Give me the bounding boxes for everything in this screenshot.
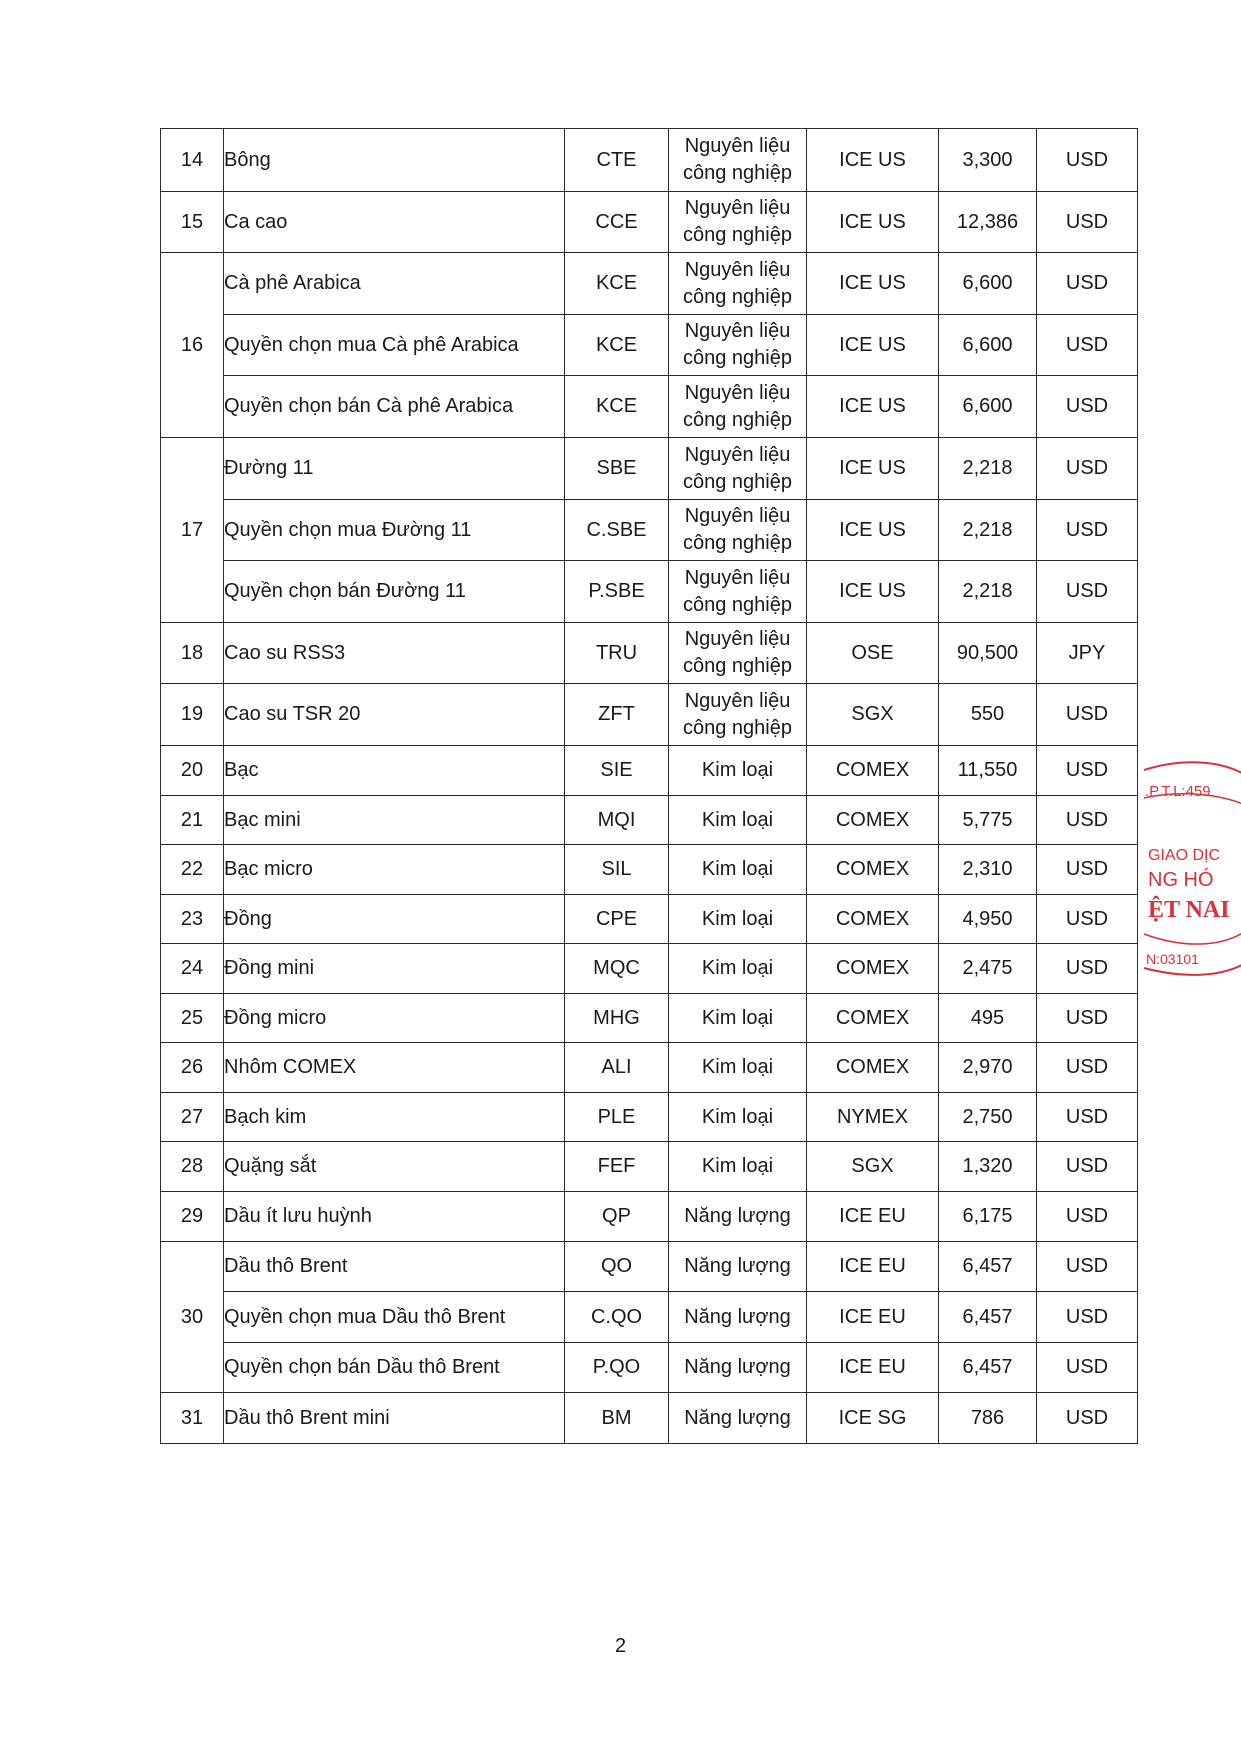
- commodity-name-cell: Đường 11: [224, 438, 565, 500]
- row-number-cell: 28: [161, 1142, 224, 1192]
- currency-cell: USD: [1037, 438, 1138, 500]
- commodity-group-cell: Kim loại: [669, 944, 807, 994]
- commodity-code-cell: SBE: [565, 438, 669, 500]
- commodity-group-cell: Kim loại: [669, 796, 807, 845]
- commodity-code-cell: P.SBE: [565, 561, 669, 623]
- commodity-group-cell: Nguyên liệu công nghiệp: [669, 623, 807, 684]
- currency-cell: USD: [1037, 129, 1138, 192]
- margin-value-cell: 1,320: [939, 1142, 1037, 1192]
- commodity-code-cell: KCE: [565, 253, 669, 315]
- row-number-cell: 15: [161, 192, 224, 253]
- exchange-cell: ICE US: [807, 376, 939, 438]
- table-row: [161, 1292, 1138, 1343]
- svg-text:N:03101: N:03101: [1146, 951, 1199, 967]
- margin-value-cell: 4,950: [939, 895, 1037, 944]
- commodity-name-cell: Cà phê Arabica: [224, 253, 565, 315]
- commodity-group-cell: Kim loại: [669, 746, 807, 796]
- margin-value-cell: 550: [939, 684, 1037, 746]
- commodity-group-cell: Kim loại: [669, 1142, 807, 1192]
- exchange-cell: ICE US: [807, 129, 939, 192]
- exchange-cell: ICE US: [807, 561, 939, 623]
- exchange-cell: COMEX: [807, 796, 939, 845]
- commodity-name-cell: Quyền chọn mua Dầu thô Brent: [224, 1292, 565, 1343]
- table-row: [161, 438, 1138, 500]
- commodity-name-cell: Bông: [224, 129, 565, 192]
- commodity-code-cell: KCE: [565, 315, 669, 376]
- row-number-cell: 20: [161, 746, 224, 796]
- margin-value-cell: 2,310: [939, 845, 1037, 895]
- row-number-cell: 29: [161, 1192, 224, 1242]
- commodity-group-cell: Nguyên liệu công nghiệp: [669, 192, 807, 253]
- commodity-group-cell: Nguyên liệu công nghiệp: [669, 253, 807, 315]
- page-number: 2: [614, 1635, 627, 1657]
- row-number-cell: 16: [161, 253, 224, 438]
- table-row: [161, 994, 1138, 1043]
- table-row: [161, 561, 1138, 623]
- commodity-group-cell: Kim loại: [669, 895, 807, 944]
- currency-cell: USD: [1037, 1192, 1138, 1242]
- exchange-cell: ICE US: [807, 192, 939, 253]
- commodity-name-cell: Dầu thô Brent mini: [224, 1393, 565, 1444]
- table-row: [161, 1043, 1138, 1093]
- exchange-cell: ICE EU: [807, 1192, 939, 1242]
- commodity-code-cell: SIL: [565, 845, 669, 895]
- commodity-group-cell: Kim loại: [669, 994, 807, 1043]
- commodity-code-cell: MQI: [565, 796, 669, 845]
- row-number-cell: 21: [161, 796, 224, 845]
- svg-text:NG HÓ: NG HÓ: [1148, 869, 1214, 891]
- row-number-cell: 31: [161, 1393, 224, 1444]
- exchange-cell: ICE EU: [807, 1242, 939, 1292]
- table-row: [161, 500, 1138, 561]
- margin-value-cell: 6,175: [939, 1192, 1037, 1242]
- table-row: [161, 1093, 1138, 1142]
- table-body: [161, 129, 1138, 1444]
- margin-value-cell: 90,500: [939, 623, 1037, 684]
- commodity-group-cell: Nguyên liệu công nghiệp: [669, 315, 807, 376]
- currency-cell: USD: [1037, 1393, 1138, 1444]
- commodity-code-cell: BM: [565, 1393, 669, 1444]
- commodity-code-cell: QP: [565, 1192, 669, 1242]
- currency-cell: USD: [1037, 944, 1138, 994]
- commodity-code-cell: TRU: [565, 623, 669, 684]
- currency-cell: USD: [1037, 1043, 1138, 1093]
- svg-text:.P.T.L:459: .P.T.L:459: [1145, 783, 1211, 800]
- row-number-cell: 14: [161, 129, 224, 192]
- currency-cell: USD: [1037, 994, 1138, 1043]
- exchange-cell: ICE SG: [807, 1393, 939, 1444]
- table-row: [161, 845, 1138, 895]
- margin-value-cell: 6,600: [939, 253, 1037, 315]
- table-row: [161, 1343, 1138, 1393]
- exchange-cell: COMEX: [807, 845, 939, 895]
- row-number-cell: 27: [161, 1093, 224, 1142]
- commodity-group-cell: Năng lượng: [669, 1393, 807, 1444]
- commodity-name-cell: Đồng micro: [224, 994, 565, 1043]
- commodity-name-cell: Dầu ít lưu huỳnh: [224, 1192, 565, 1242]
- row-number-cell: 19: [161, 684, 224, 746]
- margin-value-cell: 6,600: [939, 315, 1037, 376]
- svg-text:GIAO DỊC: GIAO DỊC: [1148, 847, 1221, 864]
- seal-graphic: [1142, 752, 1241, 982]
- commodity-code-cell: FEF: [565, 1142, 669, 1192]
- commodity-group-cell: Nguyên liệu công nghiệp: [669, 561, 807, 623]
- table-row: [161, 895, 1138, 944]
- table-row: [161, 129, 1138, 192]
- row-number-cell: 23: [161, 895, 224, 944]
- currency-cell: USD: [1037, 500, 1138, 561]
- currency-cell: USD: [1037, 895, 1138, 944]
- exchange-cell: SGX: [807, 1142, 939, 1192]
- row-number-cell: 30: [161, 1242, 224, 1393]
- currency-cell: USD: [1037, 1343, 1138, 1393]
- exchange-cell: COMEX: [807, 944, 939, 994]
- commodity-name-cell: Bạc: [224, 746, 565, 796]
- commodity-name-cell: Quặng sắt: [224, 1142, 565, 1192]
- exchange-cell: NYMEX: [807, 1093, 939, 1142]
- currency-cell: USD: [1037, 684, 1138, 746]
- commodity-code-cell: P.QO: [565, 1343, 669, 1393]
- table-row: [161, 315, 1138, 376]
- commodity-code-cell: C.QO: [565, 1292, 669, 1343]
- table-row: [161, 684, 1138, 746]
- exchange-cell: ICE EU: [807, 1292, 939, 1343]
- commodity-group-cell: Nguyên liệu công nghiệp: [669, 684, 807, 746]
- commodity-name-cell: Bạc micro: [224, 845, 565, 895]
- row-number-cell: 25: [161, 994, 224, 1043]
- commodity-code-cell: ZFT: [565, 684, 669, 746]
- exchange-cell: SGX: [807, 684, 939, 746]
- commodity-name-cell: Nhôm COMEX: [224, 1043, 565, 1093]
- commodity-name-cell: Quyền chọn bán Cà phê Arabica: [224, 376, 565, 438]
- exchange-cell: ICE US: [807, 500, 939, 561]
- commodity-table: [160, 128, 1138, 1444]
- commodity-name-cell: Bạch kim: [224, 1093, 565, 1142]
- table-row: [161, 746, 1138, 796]
- currency-cell: USD: [1037, 845, 1138, 895]
- red-seal-stamp: [1142, 752, 1241, 982]
- commodity-group-cell: Kim loại: [669, 845, 807, 895]
- table-row: [161, 944, 1138, 994]
- currency-cell: USD: [1037, 253, 1138, 315]
- commodity-name-cell: Ca cao: [224, 192, 565, 253]
- margin-value-cell: 12,386: [939, 192, 1037, 253]
- exchange-cell: ICE US: [807, 315, 939, 376]
- exchange-cell: ICE US: [807, 438, 939, 500]
- table-row: [161, 623, 1138, 684]
- currency-cell: USD: [1037, 1093, 1138, 1142]
- margin-value-cell: 3,300: [939, 129, 1037, 192]
- commodity-code-cell: MHG: [565, 994, 669, 1043]
- currency-cell: USD: [1037, 1292, 1138, 1343]
- commodity-code-cell: C.SBE: [565, 500, 669, 561]
- currency-cell: JPY: [1037, 623, 1138, 684]
- row-number-cell: 26: [161, 1043, 224, 1093]
- currency-cell: USD: [1037, 315, 1138, 376]
- currency-cell: USD: [1037, 192, 1138, 253]
- margin-value-cell: 2,970: [939, 1043, 1037, 1093]
- svg-text:ỆT NAI: ỆT NAI: [1148, 897, 1230, 923]
- commodity-code-cell: ALI: [565, 1043, 669, 1093]
- commodity-group-cell: Nguyên liệu công nghiệp: [669, 500, 807, 561]
- margin-value-cell: 6,457: [939, 1242, 1037, 1292]
- commodity-group-cell: Năng lượng: [669, 1292, 807, 1343]
- commodity-name-cell: Bạc mini: [224, 796, 565, 845]
- commodity-name-cell: Dầu thô Brent: [224, 1242, 565, 1292]
- margin-value-cell: 6,600: [939, 376, 1037, 438]
- exchange-cell: ICE EU: [807, 1343, 939, 1393]
- commodity-name-cell: Quyền chọn bán Dầu thô Brent: [224, 1343, 565, 1393]
- exchange-cell: COMEX: [807, 746, 939, 796]
- commodity-name-cell: Quyền chọn mua Đường 11: [224, 500, 565, 561]
- currency-cell: USD: [1037, 376, 1138, 438]
- table-row: [161, 1242, 1138, 1292]
- commodity-code-cell: SIE: [565, 746, 669, 796]
- margin-value-cell: 495: [939, 994, 1037, 1043]
- table-row: [161, 192, 1138, 253]
- exchange-cell: COMEX: [807, 895, 939, 944]
- row-number-cell: 24: [161, 944, 224, 994]
- margin-value-cell: 6,457: [939, 1292, 1037, 1343]
- row-number-cell: 18: [161, 623, 224, 684]
- commodity-code-cell: MQC: [565, 944, 669, 994]
- commodity-code-cell: CCE: [565, 192, 669, 253]
- commodity-group-cell: Nguyên liệu công nghiệp: [669, 438, 807, 500]
- commodity-name-cell: Đồng: [224, 895, 565, 944]
- margin-value-cell: 2,218: [939, 438, 1037, 500]
- commodity-code-cell: PLE: [565, 1093, 669, 1142]
- row-number-cell: 17: [161, 438, 224, 623]
- table-row: [161, 376, 1138, 438]
- commodity-name-cell: Quyền chọn bán Đường 11: [224, 561, 565, 623]
- commodity-code-cell: CPE: [565, 895, 669, 944]
- commodity-group-cell: Năng lượng: [669, 1343, 807, 1393]
- currency-cell: USD: [1037, 561, 1138, 623]
- exchange-cell: OSE: [807, 623, 939, 684]
- commodity-group-cell: Nguyên liệu công nghiệp: [669, 129, 807, 192]
- margin-value-cell: 2,218: [939, 500, 1037, 561]
- table-row: [161, 1192, 1138, 1242]
- table-row: [161, 1142, 1138, 1192]
- exchange-cell: ICE US: [807, 253, 939, 315]
- table-row: [161, 1393, 1138, 1444]
- margin-value-cell: 6,457: [939, 1343, 1037, 1393]
- currency-cell: USD: [1037, 796, 1138, 845]
- margin-value-cell: 2,218: [939, 561, 1037, 623]
- margin-value-cell: 11,550: [939, 746, 1037, 796]
- commodity-name-cell: Đồng mini: [224, 944, 565, 994]
- commodity-group-cell: Kim loại: [669, 1093, 807, 1142]
- margin-value-cell: 5,775: [939, 796, 1037, 845]
- currency-cell: USD: [1037, 1142, 1138, 1192]
- commodity-name-cell: Cao su TSR 20: [224, 684, 565, 746]
- currency-cell: USD: [1037, 1242, 1138, 1292]
- commodity-name-cell: Quyền chọn mua Cà phê Arabica: [224, 315, 565, 376]
- commodity-code-cell: QO: [565, 1242, 669, 1292]
- margin-value-cell: 786: [939, 1393, 1037, 1444]
- commodity-code-cell: CTE: [565, 129, 669, 192]
- row-number-cell: 22: [161, 845, 224, 895]
- commodity-code-cell: KCE: [565, 376, 669, 438]
- margin-value-cell: 2,475: [939, 944, 1037, 994]
- exchange-cell: COMEX: [807, 994, 939, 1043]
- table-row: [161, 253, 1138, 315]
- margin-value-cell: 2,750: [939, 1093, 1037, 1142]
- exchange-cell: COMEX: [807, 1043, 939, 1093]
- commodity-group-cell: Kim loại: [669, 1043, 807, 1093]
- commodity-name-cell: Cao su RSS3: [224, 623, 565, 684]
- commodity-group-cell: Năng lượng: [669, 1192, 807, 1242]
- currency-cell: USD: [1037, 746, 1138, 796]
- table-row: [161, 796, 1138, 845]
- commodity-group-cell: Nguyên liệu công nghiệp: [669, 376, 807, 438]
- commodity-group-cell: Năng lượng: [669, 1242, 807, 1292]
